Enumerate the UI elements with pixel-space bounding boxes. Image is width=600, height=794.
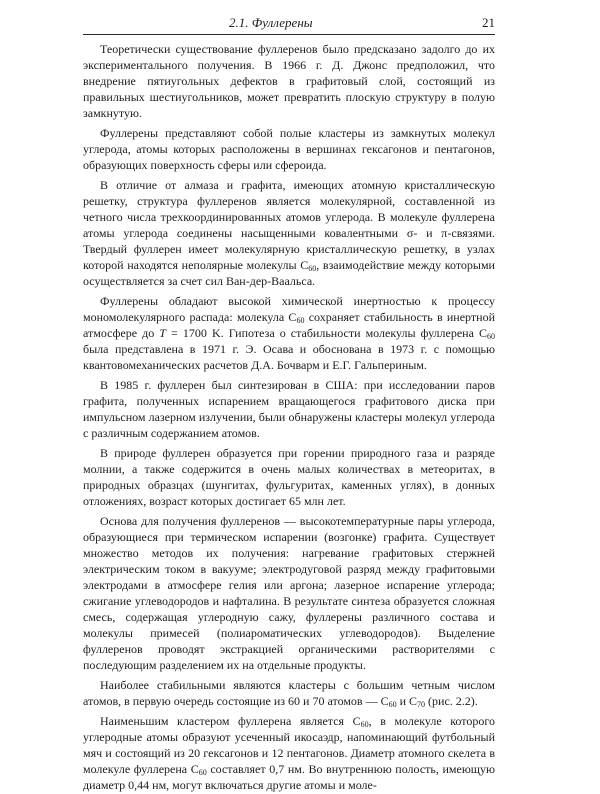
subscript: 60 [487,331,495,341]
section-title: 2.1. Фуллерены [229,15,313,30]
paragraph-smallest-cluster [83,714,495,794]
paragraph-text: Фуллерены представляют собой полые кластеры из замкнутых молекул углерода, атомы которых расположены в вершинах гексагонов и пентагонов, образующих поверхность сферы или сфероида. [83,126,495,172]
paragraph-synthesis-1985 [83,378,495,442]
paragraph-nature [83,446,495,510]
running-header [83,14,495,35]
subscript: 60 [360,720,369,730]
paragraph-text: В 1985 г. фуллерен был синтезирован в США: при исследовании паров графита, полученных испарением вращающегося графитового диска при импульсном лазерном излучении, были обнаружены кластеры молекул углерода с различным содержанием атомов. [83,378,495,440]
paragraph-text: Наиболее стабильными являются кластеры с большим четным числом атомов, в первую очередь состоящие из 60 и 70 атомов — C [83,677,495,708]
subscript: 60 [296,316,305,325]
paragraph-text: Наименьшим кластером фуллерена является C [100,714,361,729]
subscript: 60 [308,263,317,273]
subscript: 60 [198,767,207,777]
paragraph-text: (рис. 2.2). [425,693,478,708]
paragraph-text: В отличие от алмаза и графита, имеющих атомную кристаллическую решетку, структура фуллеренов является молекулярной, составленной из четного числа трехкоординированных атомов углерода. В молекуле фуллерена атомы углерода соединены насыщенными ковалентными σ- и π-связями. Твердый фуллерен имеет молекулярную кристаллическую решетку, в узлах которой находятся неполярные молекулы C [83,178,495,272]
paragraph-text: Фуллерены обладают высокой химической инертностью к процессу мономолекулярного распада: молекула C [83,294,495,324]
subscript: 60 [388,699,397,709]
paragraph-text: Теоретически существование фуллеренов было предсказано задолго до их экспериментального получения. В 1966 г. Д. Джонс предположил, что внедрение пятиугольных дефектов в графитовый слой, состоящий из правильных шестиугольников, может превратить плоскую структуру в полую замкнутую. [83,42,495,120]
paragraph-theory [83,42,495,122]
paragraph-methods [83,514,495,673]
paragraph-structure [83,178,495,289]
paragraph-stability [83,294,495,374]
paragraph-text: = 1700 K. Гипотеза о стабильности молекулы фуллерена C [165,325,487,340]
paragraph-text: , в молекуле которого углеродные атомы образуют усеченный икосаэдр, напоминающий футбольный мяч и состоящий из 20 гексагонов и 12 пентагонов. Диаметр атомного скелета в молекуле фуллерена C [83,714,495,776]
paragraph-text: была представлена в 1971 г. Э. Осава и обоснована в 1973 г. с помощью квантовомеханических расчетов Д.А. Бочварм и Е.Г. Гальпериным. [83,341,495,372]
paragraph-definition [83,126,495,174]
paragraph-text: , взаимодействие между которыми осуществляется за счет сил Ван-дер-Ваальса. [83,257,495,288]
paragraph-text: сохраняет стабильность в инертной атмосфере до [83,310,495,340]
paragraph-text: В природе фуллерен образуется при горении природного газа и разряде молнии, а также содержится в очень малых количествах в метеоритах, в природных образцах (шунгитах, фульгуритах, каменных углях), в донных отложениях, возраст которых достигает 65 млн лет. [83,446,495,508]
paragraph-text: Основа для получения фуллеренов — высокотемпературные пары углерода, образующиеся при термическом испарении (возгонке) графита. Существует множество методов их получения: нагревание графитовых стержней электрическим током в вакууме; электродуговой разряд между графитовыми электродами в атмосфере гелия или аргона; лазерное испарение углерода; сжигание углеводородов и нафталина. В результате синтеза образуется сложная смесь, содержащая углеродную сажу, фуллерены различного состава и молекулы примесей (полиароматических углеводородов). Выделение фуллеренов проводят экстракцией органическими растворителями с последующим разделением их на отдельные продукты. [83,514,495,672]
paragraph-stable-clusters [83,678,495,710]
paragraph-text: составляет 0,7 нм. Во внутреннюю полость, имеющую диаметр 0,44 нм, могут включаться другие атомы и моле- [83,761,495,792]
page-number: 21 [482,15,495,30]
subscript: 70 [417,699,426,709]
temperature-symbol: T [159,325,166,340]
paragraph-text: и C [396,693,418,708]
main-text [83,42,495,794]
